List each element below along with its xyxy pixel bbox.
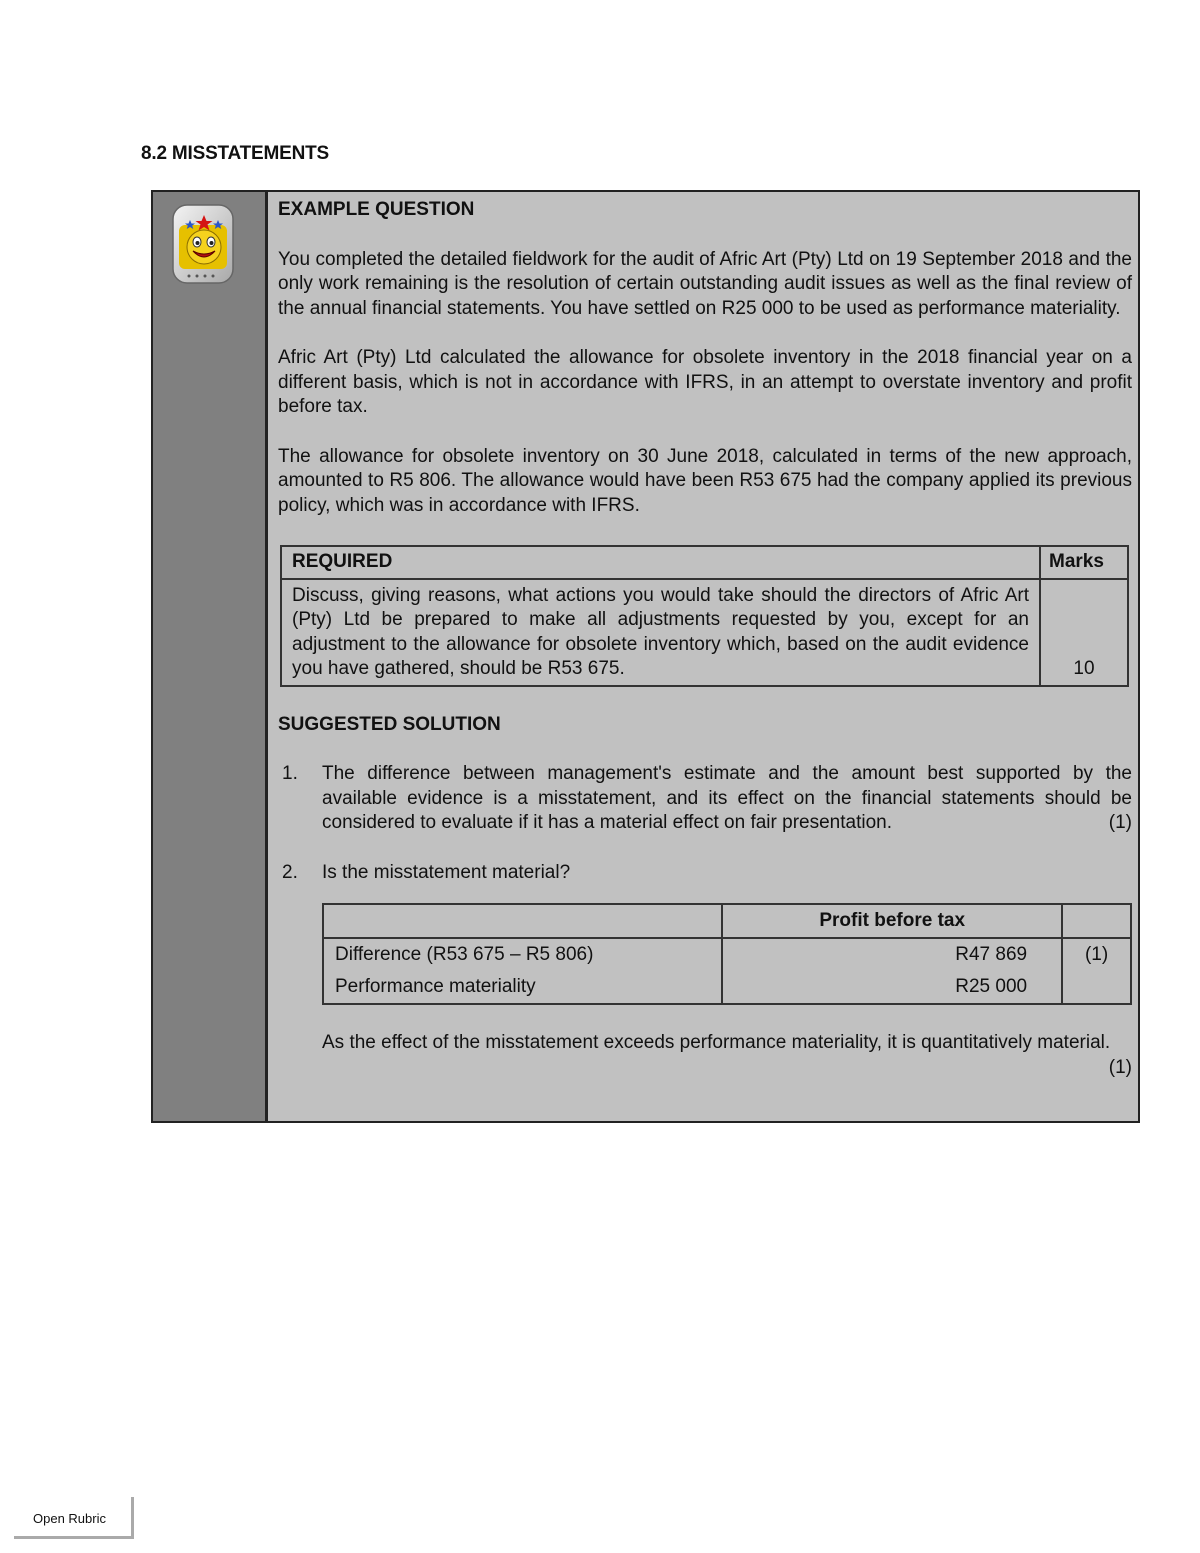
smiley-tv-mascot-icon	[171, 203, 237, 287]
table-header-row	[323, 904, 1131, 938]
conclusion	[322, 1031, 1132, 1078]
solution-item-2	[278, 861, 1132, 886]
example-paragraph-1: You completed the detailed fieldwork for the audit of Afric Art (Pty) Ltd on 19 September 2018 and the only work remaining is the resolution of certain outstanding audit issues as well as the final review of the annual financial statements. You have settled on R25 000 to be used as performance materiality.	[278, 248, 1132, 319]
row-value: R47 869	[955, 944, 1028, 965]
required-header: REQUIRED	[281, 546, 1040, 579]
row-mark	[1062, 971, 1131, 1004]
required-text: Discuss, giving reasons, what actions you would take should the directors of Afric Art (Pty) Ltd be prepared to make all adjustments requested by you, except for an adjustment to the allowance for obsolete inventory which, based on the audit evidence you have gathered, should be R53 675.	[281, 579, 1040, 686]
example-paragraph-2: Afric Art (Pty) Ltd calculated the allowance for obsolete inventory in the 2018 financial year on a different basis, which is not in accordance with IFRS, in an attempt to overstate inventory and profit before tax.	[278, 347, 1132, 417]
solution-heading: SUGGESTED SOLUTION	[278, 713, 501, 735]
conclusion-text: As the effect of the misstatement exceeds performance materiality, it is quantitatively material.	[322, 1032, 1111, 1053]
icon-gutter	[153, 192, 268, 1121]
profit-before-tax-header: Profit before tax	[722, 904, 1062, 938]
conclusion-mark: (1)	[1108, 1056, 1132, 1078]
row-label: Difference (R53 675 – R5 806)	[323, 938, 722, 971]
materiality-table	[322, 903, 1132, 1005]
solution-item-number: 1.	[282, 763, 298, 784]
example-paragraph-3: The allowance for obsolete inventory on 30 June 2018, calculated in terms of the new approach, amounted to R5 806. The allowance would have been R53 675 had the company applied its previous policy, which was in accordance with IFRS.	[278, 445, 1132, 516]
example-heading: EXAMPLE QUESTION	[278, 199, 475, 220]
solution-item-number: 2.	[282, 861, 298, 883]
example-box	[151, 190, 1140, 1123]
required-table	[280, 545, 1129, 687]
solution-item-text: The difference between management's estimate and the amount best supported by the available evidence is a misstatement, and its effect on the financial statements should be considered to evaluate if it has a material effect on fair presentation.	[322, 763, 1132, 833]
table-row	[323, 971, 1131, 1004]
table-row	[323, 938, 1131, 971]
solution-item-mark: (1)	[1108, 812, 1132, 833]
row-mark: (1)	[1062, 938, 1131, 971]
row-value: R25 000	[955, 976, 1028, 997]
required-marks: 10	[1040, 579, 1128, 686]
open-rubric-button[interactable]: Open Rubric	[14, 1497, 134, 1539]
example-content	[268, 192, 1143, 1121]
solution-item-1	[278, 762, 1132, 836]
section-title: 8.2 MISSTATEMENTS	[141, 143, 330, 164]
solution-item-text: Is the misstatement material?	[322, 861, 571, 883]
row-label: Performance materiality	[323, 971, 722, 1004]
marks-header: Marks	[1040, 546, 1128, 579]
